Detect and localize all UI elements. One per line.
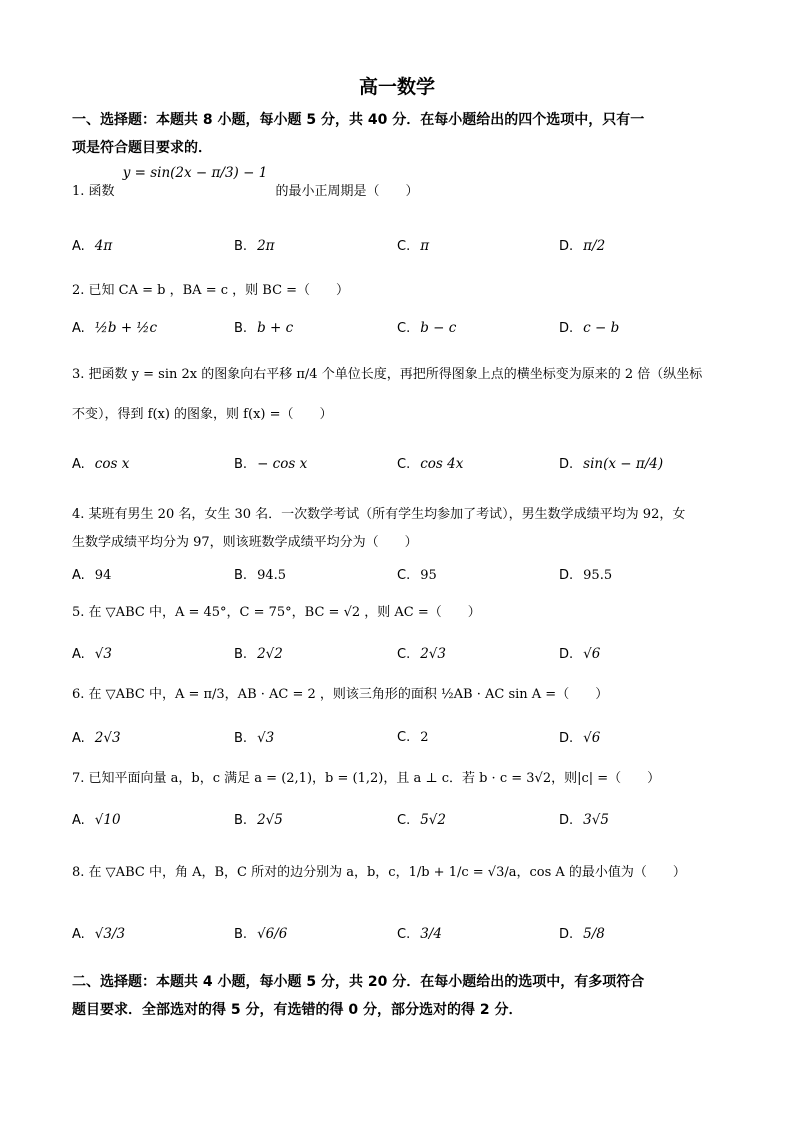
question-1: 1. 函数 y = sin(2x − π/3) − 1 的最小正周期是（ ） xyxy=(72,165,419,199)
q5-option-d: D. √6 xyxy=(559,646,601,662)
q7-option-c: C. 5√2 xyxy=(397,812,446,828)
q6-option-d: D. √6 xyxy=(559,730,601,746)
q5-option-b: B. 2√2 xyxy=(234,646,283,662)
q6-option-c: C. 2 xyxy=(397,730,429,745)
question-6: 6. 在 ▽ABC 中，A = π/3，AB · AC = 2 ，则该三角形的面积 ½AB · AC sin A =（ ） xyxy=(72,687,609,702)
q4-option-c: C. 95 xyxy=(397,568,437,583)
q8-option-c: C. 3/4 xyxy=(397,926,442,942)
q2-option-c: C. b − c xyxy=(397,320,457,336)
question-5: 5. 在 ▽ABC 中，A = 45°，C = 75°，BC = √2 ，则 AC =（ ） xyxy=(72,605,481,620)
section2-heading xyxy=(72,968,722,1024)
q1-option-c: C. π xyxy=(397,238,430,254)
question-3: 3. 把函数 y = sin 2x 的图象向右平移 π/4 个单位长度，再把所得图象上点的横坐标变为原来的 2 倍（纵坐标 不变），得到 f(x) 的图象，则 f(x) =（ ） xyxy=(72,367,703,422)
q2-option-a: A. ½b + ½c xyxy=(72,320,158,336)
q1-option-a: A. 4π xyxy=(72,238,113,254)
q1-option-b: B. 2π xyxy=(234,238,275,254)
section2-line2: 题目要求．全部选对的得 5 分，有选错的得 0 分，部分选对的得 2 分． xyxy=(72,1002,523,1018)
q3-option-c: C. cos 4x xyxy=(397,456,464,472)
q6-option-b: B. √3 xyxy=(234,730,275,746)
q1-option-d: D. π/2 xyxy=(559,238,606,254)
q8-option-b: B. √6/6 xyxy=(234,926,288,942)
q2-option-b: B. b + c xyxy=(234,320,294,336)
q7-option-a: A. √10 xyxy=(72,812,121,828)
q5-option-c: C. 2√3 xyxy=(397,646,446,662)
q1-formula: y = sin(2x − π/3) − 1 xyxy=(122,165,268,181)
section1-line2: 项是符合题目要求的． xyxy=(72,140,212,156)
q3-option-b: B. − cos x xyxy=(234,456,308,472)
q4-option-b: B. 94.5 xyxy=(234,568,287,583)
page-title: 高一数学 xyxy=(358,76,435,98)
q6-option-a: A. 2√3 xyxy=(72,730,121,746)
question-2: 2. 已知 CA = b ，BA = c ，则 BC =（ ） xyxy=(72,283,350,298)
q8-option-d: D. 5/8 xyxy=(559,926,605,942)
q5-option-a: A. √3 xyxy=(72,646,112,662)
q3-option-d: D. sin(x − π/4) xyxy=(559,456,664,472)
q7-option-b: B. 2√5 xyxy=(234,812,283,828)
question-8: 8. 在 ▽ABC 中，角 A，B，C 所对的边分别为 a，b，c，1/b + 1/c = √3/a，cos A 的最小值为（ ） xyxy=(72,865,686,880)
section1-heading xyxy=(72,106,722,162)
q3-option-a: A. cos x xyxy=(72,456,130,472)
q8-option-a: A. √3/3 xyxy=(72,926,126,942)
q2-option-d: D. c − b xyxy=(559,320,620,336)
q4-option-a: A. 94 xyxy=(72,568,112,583)
q4-option-d: D. 95.5 xyxy=(559,568,613,583)
q7-option-d: D. 3√5 xyxy=(559,812,609,828)
section2-line1: 二、选择题：本题共 4 小题，每小题 5 分，共 20 分．在每小题给出的选项中，有多项符合 xyxy=(72,974,645,990)
section1-line1: 一、选择题：本题共 8 小题，每小题 5 分，共 40 分．在每小题给出的四个选项中，只有一 xyxy=(72,112,645,128)
question-7: 7. 已知平面向量 a，b，c 满足 a = (2,1)，b = (1,2)，且 a ⊥ c．若 b · c = 3√2，则|c| =（ ） xyxy=(72,771,661,786)
question-4: 4. 某班有男生 20 名，女生 30 名．一次数学考试（所有学生均参加了考试），男生数学成绩平均为 92，女 生数学成绩平均分为 97，则该班数学成绩平均分为（ ） xyxy=(72,507,686,550)
